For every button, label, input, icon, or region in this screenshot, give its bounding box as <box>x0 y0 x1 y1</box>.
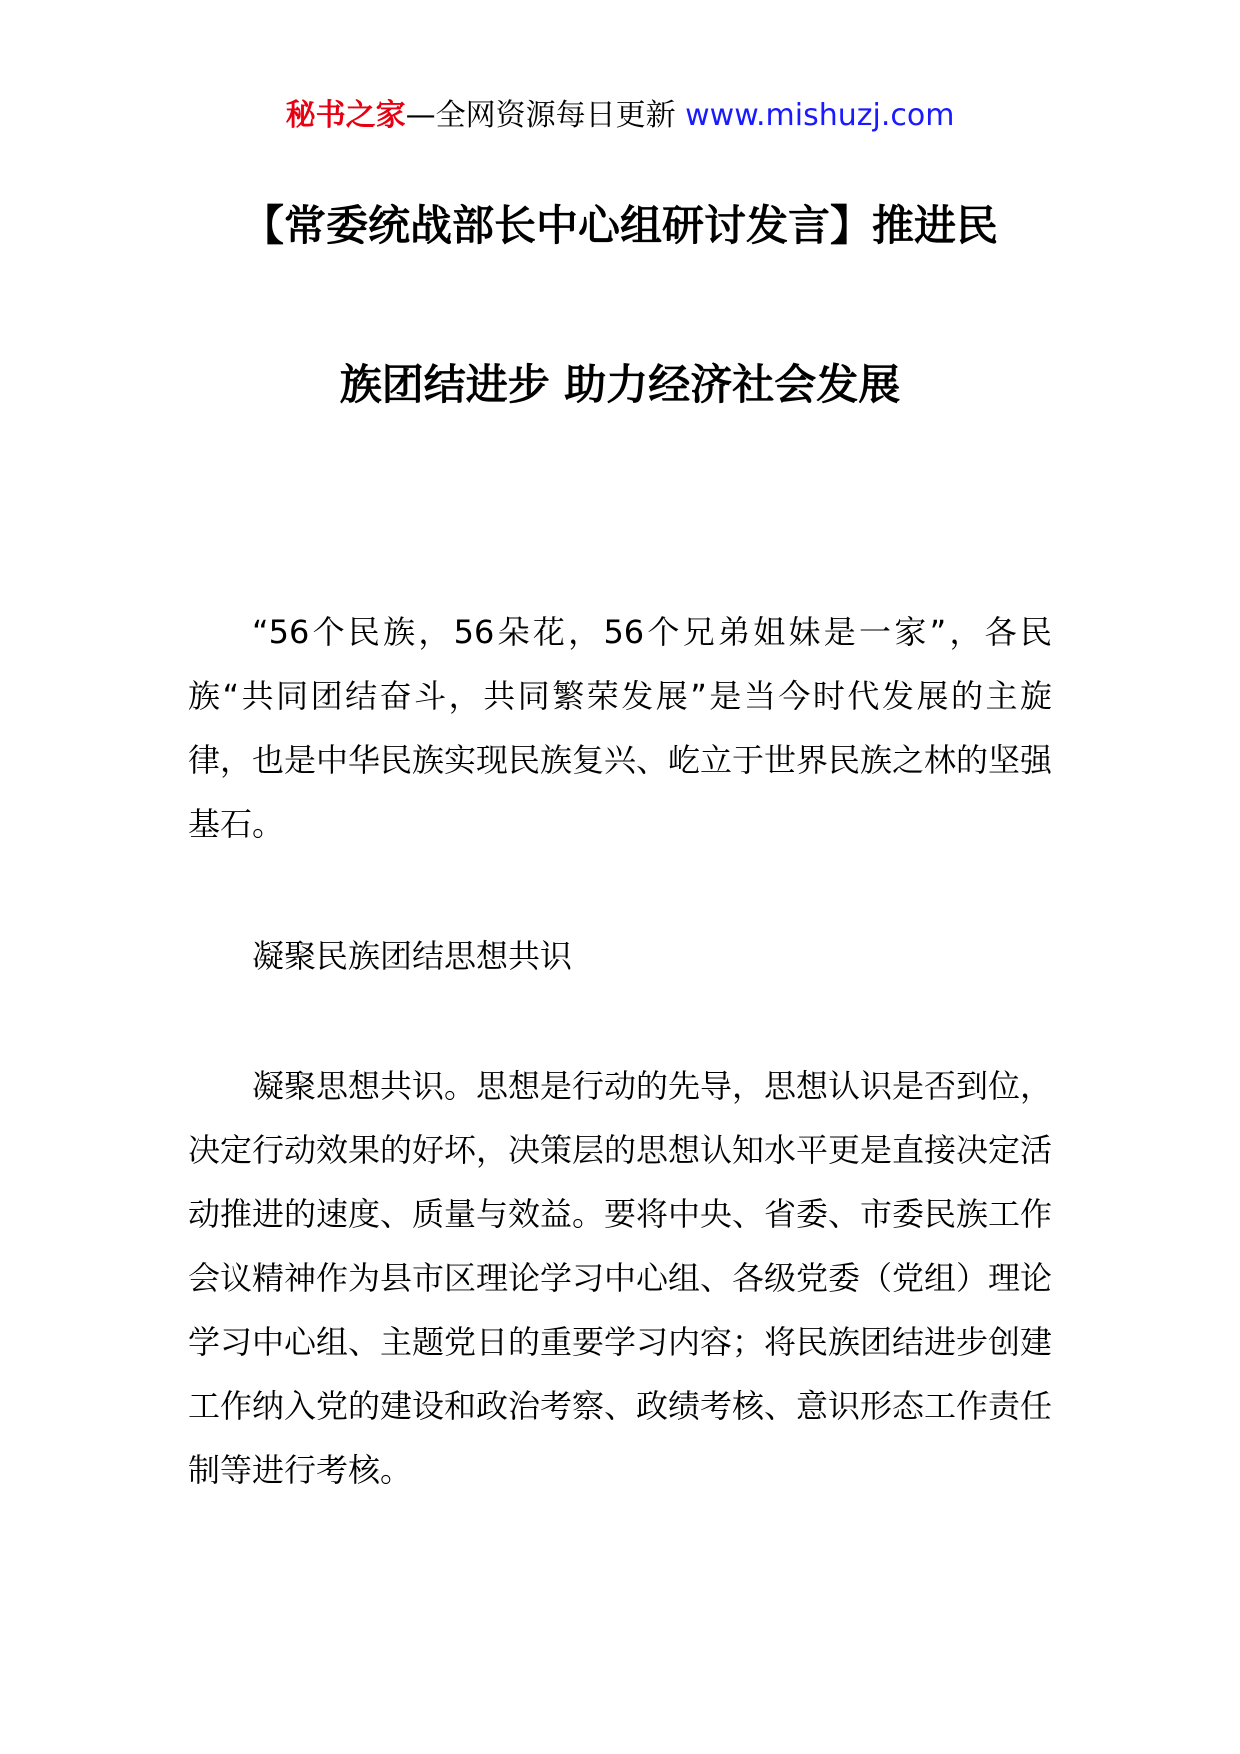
site-brand: 秘书之家 <box>285 98 406 133</box>
site-url-link[interactable]: www.mishuzj.com <box>685 98 955 133</box>
document-title-line-1: 【常委统战部长中心组研讨发言】推进民 <box>241 201 998 250</box>
intro-paragraph-block <box>188 600 1052 856</box>
site-tagline: —全网资源每日更新 <box>405 98 676 133</box>
section-body-paragraph: 凝聚思想共识。思想是行动的先导，思想认识是否到位，决定行动效果的好坏，决策层的思想认知水平更是直接决定活动推进的速度、质量与效益。要将中央、省委、市委民族工作会议精神作为县市区理论学习中心组、各级党委（党组）理论学习中心组、主题党日的重要学习内容；将民族团结进步创建工作纳入党的建设和政治考察、政绩考核、意识形态工作责任制等进行考核。 <box>188 1067 1053 1489</box>
intro-paragraph: “56个民族，56朵花，56个兄弟姐妹是一家”，各民族“共同团结奋斗，共同繁荣发展”是当今时代发展的主旋律，也是中华民族实现民族复兴、屹立于世界民族之林的坚强基石。 <box>188 613 1053 843</box>
section-heading-block <box>188 924 1052 988</box>
section-body-block <box>188 1054 1052 1502</box>
section-heading: 凝聚民族团结思想共识 <box>252 937 573 975</box>
site-header <box>0 96 1240 136</box>
document-title-line-2: 族团结进步 助力经济社会发展 <box>339 360 901 409</box>
